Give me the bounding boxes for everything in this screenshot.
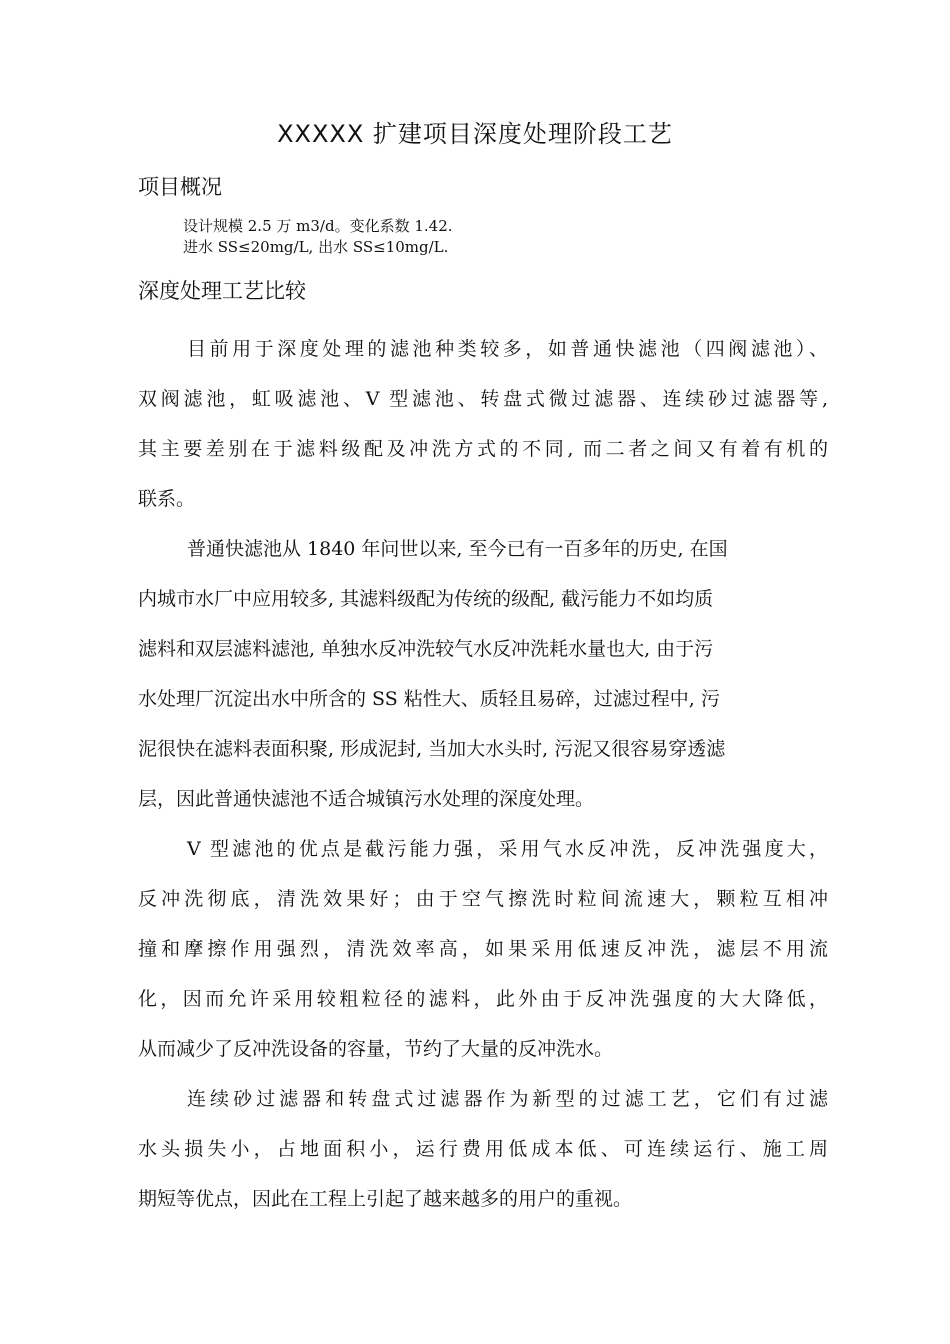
overview-line: 设计规模 2.5 万 m3/d。变化系数 1.42. — [183, 217, 453, 235]
paragraph-line: 目前用于深度处理的滤池种类较多，如普通快滤池（四阀滤池）、 — [187, 338, 828, 360]
paragraph-line: 双阀滤池，虹吸滤池、V 型滤池、转盘式微过滤器、连续砂过滤器等, — [138, 388, 828, 410]
paragraph — [138, 524, 828, 824]
paragraph-line: 内城市水厂中应用较多, 其滤料级配为传统的级配, 截污能力不如均质 — [138, 588, 714, 610]
paragraph-line: 化，因而允许采用较粗粒径的滤料，此外由于反冲洗强度的大大降低， — [138, 988, 828, 1010]
comparison-body — [138, 324, 828, 1224]
paragraph — [138, 824, 828, 1074]
paragraph-line: 水头损失小，占地面积小，运行费用低成本低、可连续运行、施工周 — [138, 1138, 828, 1160]
paragraph-line: 水处理厂沉淀出水中所含的 SS 粘性大、质轻且易碎，过滤过程中, 污 — [138, 688, 720, 710]
paragraph-line: 层，因此普通快滤池不适合城镇污水处理的深度处理。 — [138, 788, 595, 810]
paragraph-line: V 型滤池的优点是截污能力强，采用气水反冲洗，反冲洗强度大， — [187, 838, 828, 860]
paragraph-line: 泥很快在滤料表面积聚, 形成泥封, 当加大水头时, 污泥又很容易穿透滤 — [138, 738, 726, 760]
paragraph-line: 从而减少了反冲洗设备的容量，节约了大量的反冲洗水。 — [138, 1038, 614, 1060]
paragraph-line: 撞和摩擦作用强烈，清洗效率高，如果采用低速反冲洗，滤层不用流 — [138, 938, 828, 960]
paragraph-line: 其主要差别在于滤料级配及冲洗方式的不同, 而二者之间又有着有机的 — [138, 438, 828, 460]
overview-line: 进水 SS≤20mg/L, 出水 SS≤10mg/L. — [183, 238, 449, 256]
document-title: XXXXX 扩建项目深度处理阶段工艺 — [277, 120, 673, 148]
paragraph — [138, 324, 828, 524]
paragraph — [138, 1074, 828, 1224]
section-heading-comparison: 深度处理工艺比较 — [138, 279, 306, 303]
paragraph-line: 连续砂过滤器和转盘式过滤器作为新型的过滤工艺，它们有过滤 — [187, 1088, 828, 1110]
paragraph-line: 反冲洗彻底，清洗效果好；由于空气擦洗时粒间流速大，颗粒互相冲 — [138, 888, 828, 910]
paragraph-line: 期短等优点，因此在工程上引起了越来越多的用户的重视。 — [138, 1188, 633, 1210]
paragraph-line: 普通快滤池从 1840 年问世以来, 至今已有一百多年的历史, 在国 — [187, 538, 728, 560]
overview-block — [183, 216, 453, 258]
paragraph-line: 联系。 — [138, 488, 196, 510]
paragraph-line: 滤料和双层滤料滤池, 单独水反冲洗较气水反冲洗耗水量也大, 由于污 — [138, 638, 714, 660]
section-heading-overview: 项目概况 — [138, 175, 222, 199]
